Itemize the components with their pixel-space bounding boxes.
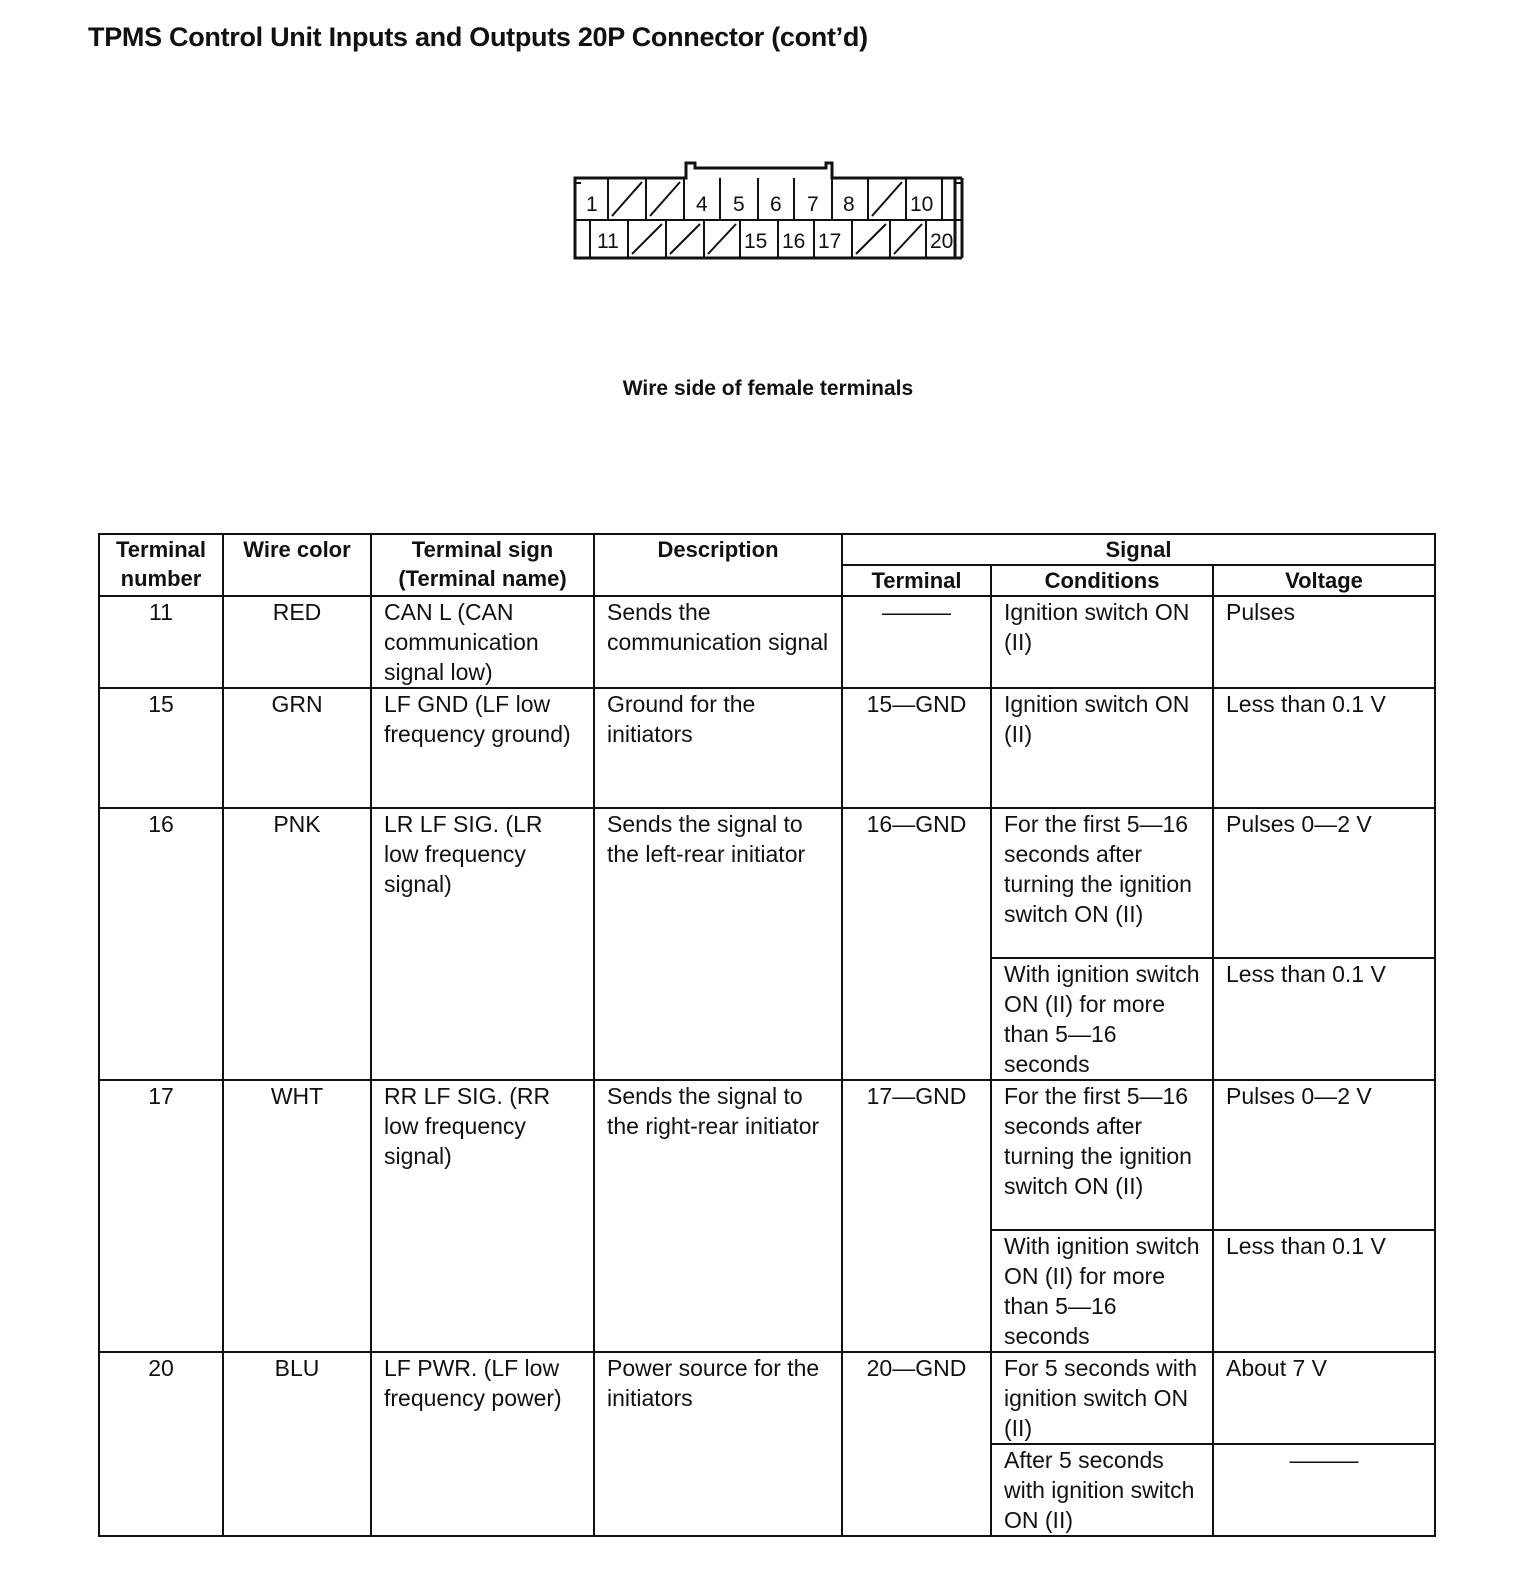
pin-17-label: 17: [818, 230, 842, 253]
conditions-cell: Ignition switch ON (II): [991, 688, 1213, 808]
wire-color-cell: PNK: [223, 808, 371, 1080]
table-row: [99, 688, 1435, 808]
header-signal-terminal: Terminal: [842, 565, 991, 596]
voltage-cell: Pulses 0—2 V: [1213, 808, 1435, 958]
terminal-sign-cell: CAN L (CAN communication signal low): [371, 596, 594, 688]
description-cell: Sends the communication signal: [594, 596, 842, 688]
pin-20-label: 20: [930, 230, 954, 253]
pin-6-label: 6: [770, 193, 782, 216]
voltage-cell: Less than 0.1 V: [1213, 688, 1435, 808]
pin-10-label: 10: [910, 193, 934, 216]
wire-color-cell: BLU: [223, 1352, 371, 1536]
pin-1-label: 1: [586, 193, 598, 216]
signal-terminal-cell: ———: [842, 596, 991, 688]
table-row: [99, 808, 1435, 958]
wire-color-cell: GRN: [223, 688, 371, 808]
signal-terminal-cell: 16—GND: [842, 808, 991, 1080]
conditions-cell: After 5 seconds with ignition switch ON (II): [991, 1444, 1213, 1536]
pin-4-label: 4: [696, 193, 708, 216]
terminal-number-cell: 16: [99, 808, 223, 1080]
terminal-number-cell: 20: [99, 1352, 223, 1536]
terminal-number-cell: 11: [99, 596, 223, 688]
header-description: Description: [594, 534, 842, 596]
conditions-cell: For the first 5—16 seconds after turning the ignition switch ON (II): [991, 808, 1213, 958]
pin-5-label: 5: [733, 193, 745, 216]
table-row: [99, 1080, 1435, 1230]
voltage-cell: About 7 V: [1213, 1352, 1435, 1444]
header-signal-voltage: Voltage: [1213, 565, 1435, 596]
header-terminal-sign: Terminal sign (Terminal name): [371, 534, 594, 596]
terminal-sign-cell: LR LF SIG. (LR low frequency signal): [371, 808, 594, 1080]
description-cell: Sends the signal to the left-rear initiator: [594, 808, 842, 1080]
connector-caption: Wire side of female terminals: [622, 377, 914, 400]
header-signal-conditions: Conditions: [991, 565, 1213, 596]
pin-16-label: 16: [782, 230, 806, 253]
conditions-cell: With ignition switch ON (II) for more than 5—16 seconds: [991, 1230, 1213, 1352]
wire-color-cell: RED: [223, 596, 371, 688]
pin-11-label: 11: [597, 230, 619, 253]
conditions-cell: For 5 seconds with ignition switch ON (II): [991, 1352, 1213, 1444]
voltage-cell: Less than 0.1 V: [1213, 958, 1435, 1080]
conditions-cell: For the first 5—16 seconds after turning the ignition switch ON (II): [991, 1080, 1213, 1230]
description-cell: Sends the signal to the right-rear initiator: [594, 1080, 842, 1352]
description-cell: Power source for the initiators: [594, 1352, 842, 1536]
pin-15-label: 15: [744, 230, 768, 253]
pin-8-label: 8: [843, 193, 855, 216]
voltage-cell: Less than 0.1 V: [1213, 1230, 1435, 1352]
wire-color-cell: WHT: [223, 1080, 371, 1352]
terminal-sign-cell: LF GND (LF low frequency ground): [371, 688, 594, 808]
conditions-cell: With ignition switch ON (II) for more than 5—16 seconds: [991, 958, 1213, 1080]
signal-terminal-cell: 20—GND: [842, 1352, 991, 1536]
table-row: [99, 1352, 1435, 1444]
terminal-sign-cell: RR LF SIG. (RR low frequency signal): [371, 1080, 594, 1352]
table-row: [99, 596, 1435, 688]
voltage-cell: Pulses 0—2 V: [1213, 1080, 1435, 1230]
terminal-number-cell: 17: [99, 1080, 223, 1352]
terminal-sign-cell: LF PWR. (LF low frequency power): [371, 1352, 594, 1536]
signal-terminal-cell: 17—GND: [842, 1080, 991, 1352]
connector-diagram: [570, 158, 970, 268]
header-terminal-number: Terminal number: [99, 534, 223, 596]
voltage-cell: ———: [1213, 1444, 1435, 1536]
header-wire-color: Wire color: [223, 534, 371, 596]
connector-20p-diagram: [570, 158, 970, 268]
signal-terminal-cell: 15—GND: [842, 688, 991, 808]
description-cell: Ground for the initiators: [594, 688, 842, 808]
terminal-number-cell: 15: [99, 688, 223, 808]
header-signal: Signal: [842, 534, 1435, 565]
conditions-cell: Ignition switch ON (II): [991, 596, 1213, 688]
pin-7-label: 7: [807, 193, 819, 216]
terminal-table: [98, 533, 1436, 1537]
voltage-cell: Pulses: [1213, 596, 1435, 688]
page-title: TPMS Control Unit Inputs and Outputs 20P Connector (cont’d): [88, 22, 868, 52]
